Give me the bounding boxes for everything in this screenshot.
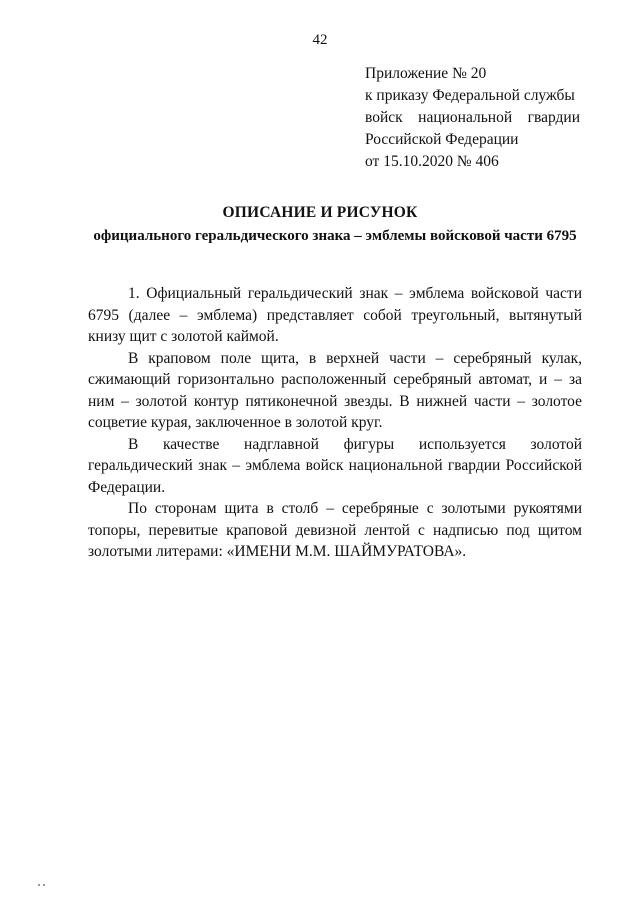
- page-number: 42: [312, 32, 328, 48]
- appendix-line-3: [365, 107, 580, 129]
- paragraph-1: 1. Официальный геральдический знак – эмблема войсковой части 6795 (далее – эмблема) представляет собой треугольный, вытянутый книзу щит с золотой каймой.: [88, 285, 582, 345]
- appendix-line-1: Приложение № 20: [365, 65, 487, 82]
- appendix-line-3-word: войск: [365, 109, 403, 126]
- appendix-line-2: к приказу Федеральной службы: [365, 87, 575, 104]
- appendix-line-3-word: гвардии: [527, 109, 580, 126]
- document-subtitle: официального геральдического знака – эмблемы войсковой части 6795: [93, 228, 577, 244]
- document-title: ОПИСАНИЕ И РИСУНОК: [222, 204, 418, 221]
- paragraph-3: В качестве надглавной фигуры используется золотой геральдический знак – эмблема войск национальной гвардии Российской Федерации.: [88, 435, 582, 496]
- appendix-line-4: Российской Федерации: [365, 131, 519, 148]
- appendix-line-5: от 15.10.2020 № 406: [365, 153, 499, 170]
- document-body: [88, 283, 582, 563]
- paragraph-2: В краповом поле щита, в верхней части – серебряный кулак, сжимающий горизонтально расположенный серебряный автомат, и – за ним – золотой контур пятиконечной звезды. В нижней части – золотое соцветие курая, заключенное в золотой круг.: [88, 349, 582, 431]
- appendix-line-3-word: национальной: [418, 109, 513, 126]
- appendix-header: [365, 63, 580, 173]
- scan-mark: [38, 884, 48, 887]
- paragraph-4: По сторонам щита в столб – серебряные с золотыми рукоятями топоры, перевитые краповой девизной лентой с надписью под щитом золотыми литерами: «ИМЕНИ М.М. ШАЙМУРАТОВА».: [88, 500, 582, 560]
